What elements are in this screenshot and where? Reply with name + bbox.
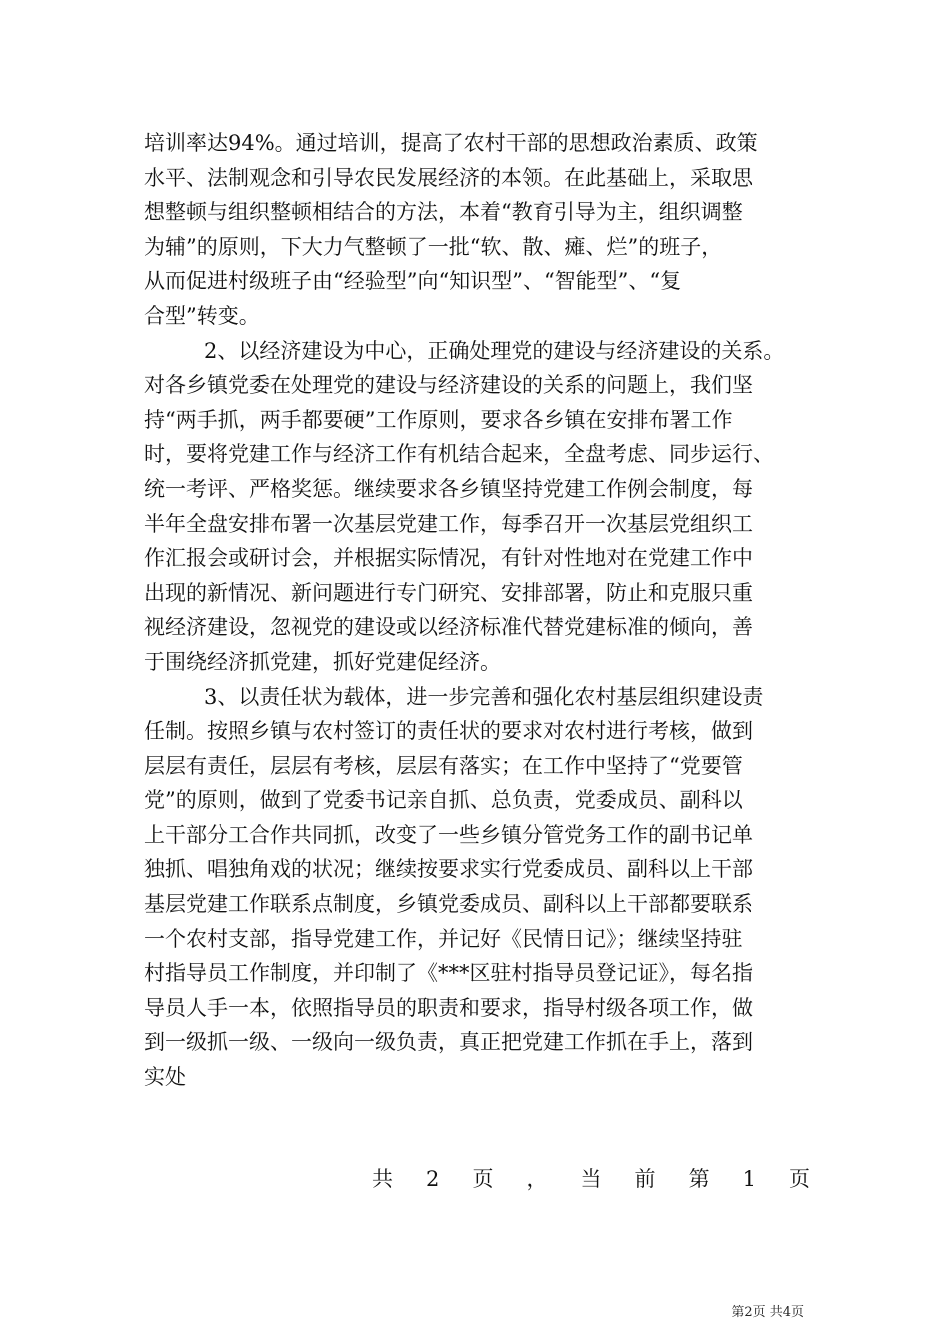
page-count-token: 前: [634, 1167, 656, 1191]
text-line: 对各乡镇党委在处理党的建设与经济建设的关系的问题上，我们坚: [144, 373, 753, 398]
text-line: 实处: [144, 1065, 186, 1090]
page-count-token: 当: [580, 1167, 602, 1191]
text-line: 为辅”的原则，下大力气整顿了一批“软、散、瘫、烂”的班子，: [144, 234, 723, 259]
page-count-token: 页: [789, 1167, 810, 1191]
text-line: 一个农村支部，指导党建工作，并记好《民情日记》；继续坚持驻: [144, 926, 743, 951]
text-line: 于围绕经济抓党建，抓好党建促经济。: [144, 649, 501, 674]
text-line: 视经济建设，忽视党的建设或以经济标准代替党建标准的倾向，善: [144, 615, 753, 640]
page-footer: 第2页 共4页: [731, 1305, 804, 1320]
text-line: 层层有责任，层层有考核，层层有落实；在工作中坚持了“党要管: [144, 753, 743, 778]
text-line: 基层党建工作联系点制度，乡镇党委成员、副科以上干部都要联系: [144, 892, 753, 917]
text-line: 作汇报会或研讨会，并根据实际情况，有针对性地对在党建工作中: [144, 546, 753, 571]
paragraph-start-line: 3、以责任状为载体，进一步完善和强化农村基层组织建设责: [204, 684, 764, 709]
text-line: 出现的新情况、新问题进行专门研究、安排部署，防止和克服只重: [144, 580, 753, 605]
page-count-token: 共: [372, 1167, 393, 1191]
page-count-token: 页: [472, 1167, 494, 1191]
text-line: 合型”转变。: [144, 303, 260, 328]
text-line: 到一级抓一级、一级向一级负责，真正把党建工作抓在手上，落到: [144, 1030, 753, 1055]
text-line: 统一考评、严格奖惩。继续要求各乡镇坚持党建工作例会制度，每: [144, 476, 753, 501]
text-line: 独抓、唱独角戏的状况；继续按要求实行党委成员、副科以上干部: [144, 857, 753, 882]
text-line: 任制。按照乡镇与农村签订的责任状的要求对农村进行考核，做到: [144, 719, 753, 744]
text-line: 水平、法制观念和引导农民发展经济的本领。在此基础上，采取思: [144, 165, 753, 190]
page-count-token: 第: [688, 1167, 710, 1191]
text-line: 村指导员工作制度，并印制了《***区驻村指导员登记证》，每名指: [144, 961, 753, 986]
text-line: 半年全盘安排布署一次基层党建工作，每季召开一次基层党组织工: [144, 511, 753, 536]
page-count-line: [372, 1162, 810, 1196]
page-count-token: 2: [426, 1167, 440, 1191]
text-line: 时，要将党建工作与经济工作有机结合起来，全盘考虑、同步运行、: [144, 442, 774, 467]
page-count-token: ，: [526, 1167, 548, 1191]
text-line: 持“两手抓，两手都要硬”工作原则，要求各乡镇在安排布署工作: [144, 407, 733, 432]
page-count-token: 1: [742, 1167, 756, 1191]
document-body: [144, 126, 810, 1095]
text-line: 培训率达94%。通过培训，提高了农村干部的思想政治素质、政策: [144, 131, 758, 155]
text-line: 想整顿与组织整顿相结合的方法，本着“教育引导为主，组织调整: [144, 200, 743, 225]
paragraph-start-line: 2、以经济建设为中心，正确处理党的建设与经济建设的关系。: [204, 338, 785, 363]
text-line: 上干部分工合作共同抓，改变了一些乡镇分管党务工作的副书记单: [144, 822, 753, 847]
text-line: 导员人手一本，依照指导员的职责和要求，指导村级各项工作，做: [144, 995, 753, 1020]
text-line: 党”的原则，做到了党委书记亲自抓、总负责，党委成员、副科以: [144, 788, 743, 813]
text-line: 从而促进村级班子由“经验型”向“知识型”、“智能型”、“复: [144, 269, 682, 294]
